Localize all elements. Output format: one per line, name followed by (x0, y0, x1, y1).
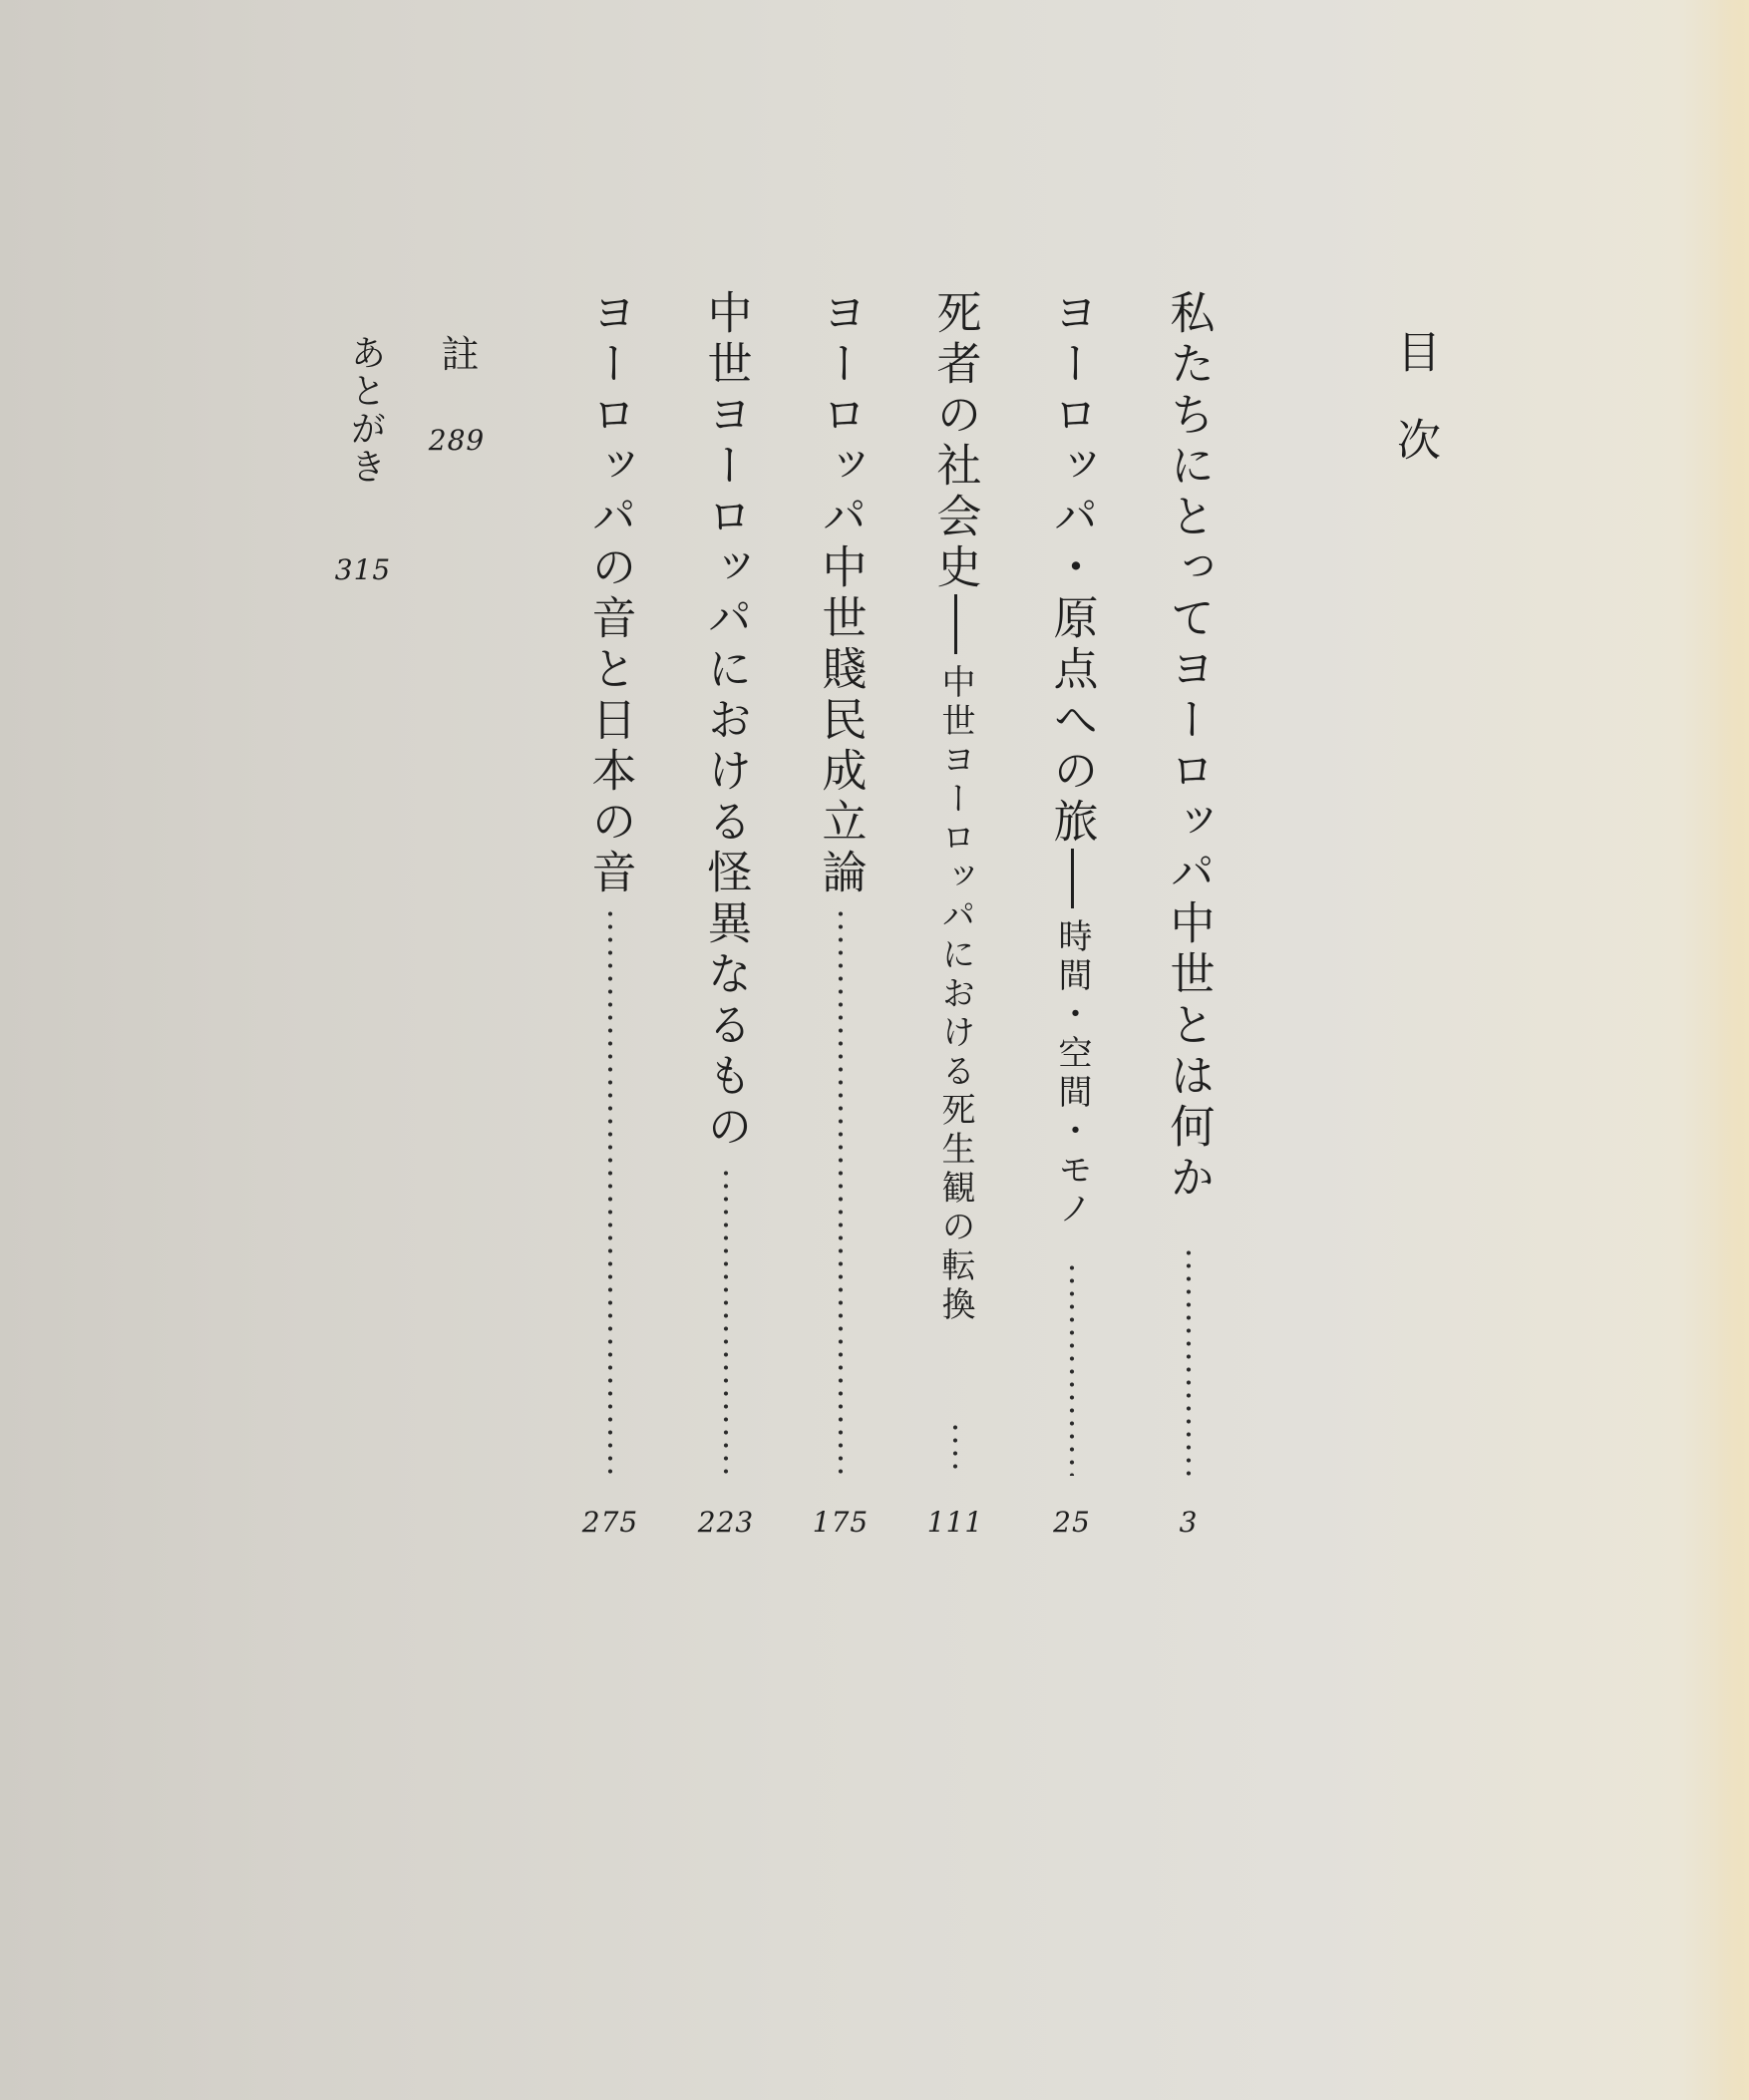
toc-entry-title: ヨーロッパ・原点への旅 (1045, 289, 1099, 849)
afterword-title: あとがき (345, 334, 386, 486)
toc-entry-page: 25 (1053, 1506, 1091, 1539)
toc-entry-6 (580, 289, 640, 899)
toc-entry-3 (925, 289, 985, 1325)
toc-entry-title: 中世ヨーロッパにおける怪異なるもの (699, 289, 753, 1154)
em-dash (954, 594, 957, 654)
toc-entry-page: 223 (697, 1506, 755, 1539)
toc-entry-title: 私たちにとってヨーロッパ中世とは何か (1162, 289, 1216, 1205)
page-edge (1715, 0, 1749, 2100)
toc-entry-page: 175 (812, 1506, 870, 1539)
afterword-page: 315 (334, 553, 392, 586)
toc-afterword (335, 334, 395, 486)
toc-entry-subtitle: 中世ヨーロッパにおける死生観の転換 (935, 664, 975, 1325)
dot-leader (1186, 1246, 1192, 1476)
toc-entry-title: ヨーロッパ中世賤民成立論 (814, 289, 868, 899)
toc-heading: 目次 (1389, 329, 1440, 505)
dot-leader (838, 907, 844, 1476)
toc-entry-page: 275 (581, 1506, 639, 1539)
toc-entry-subtitle: 時間・空間・モノ (1052, 918, 1092, 1229)
toc-entry-title: 死者の社会史 (928, 289, 982, 594)
dot-leader (1069, 1261, 1075, 1476)
toc-entry-1 (1159, 289, 1219, 1205)
toc-entry-4 (811, 289, 871, 899)
notes-page: 289 (428, 424, 486, 457)
notes-title: 註 (435, 334, 479, 378)
toc-entry-page: 3 (1179, 1506, 1199, 1539)
toc-notes (427, 334, 487, 378)
dot-leader (607, 907, 613, 1476)
toc-entry-2 (1042, 289, 1102, 1229)
dot-leader (723, 1167, 729, 1476)
toc-entry-page: 111 (926, 1506, 984, 1539)
em-dash (1071, 849, 1074, 908)
toc-entry-title: ヨーロッパの音と日本の音 (583, 289, 637, 899)
dot-leader (952, 1421, 958, 1476)
toc-entry-5 (696, 289, 756, 1154)
